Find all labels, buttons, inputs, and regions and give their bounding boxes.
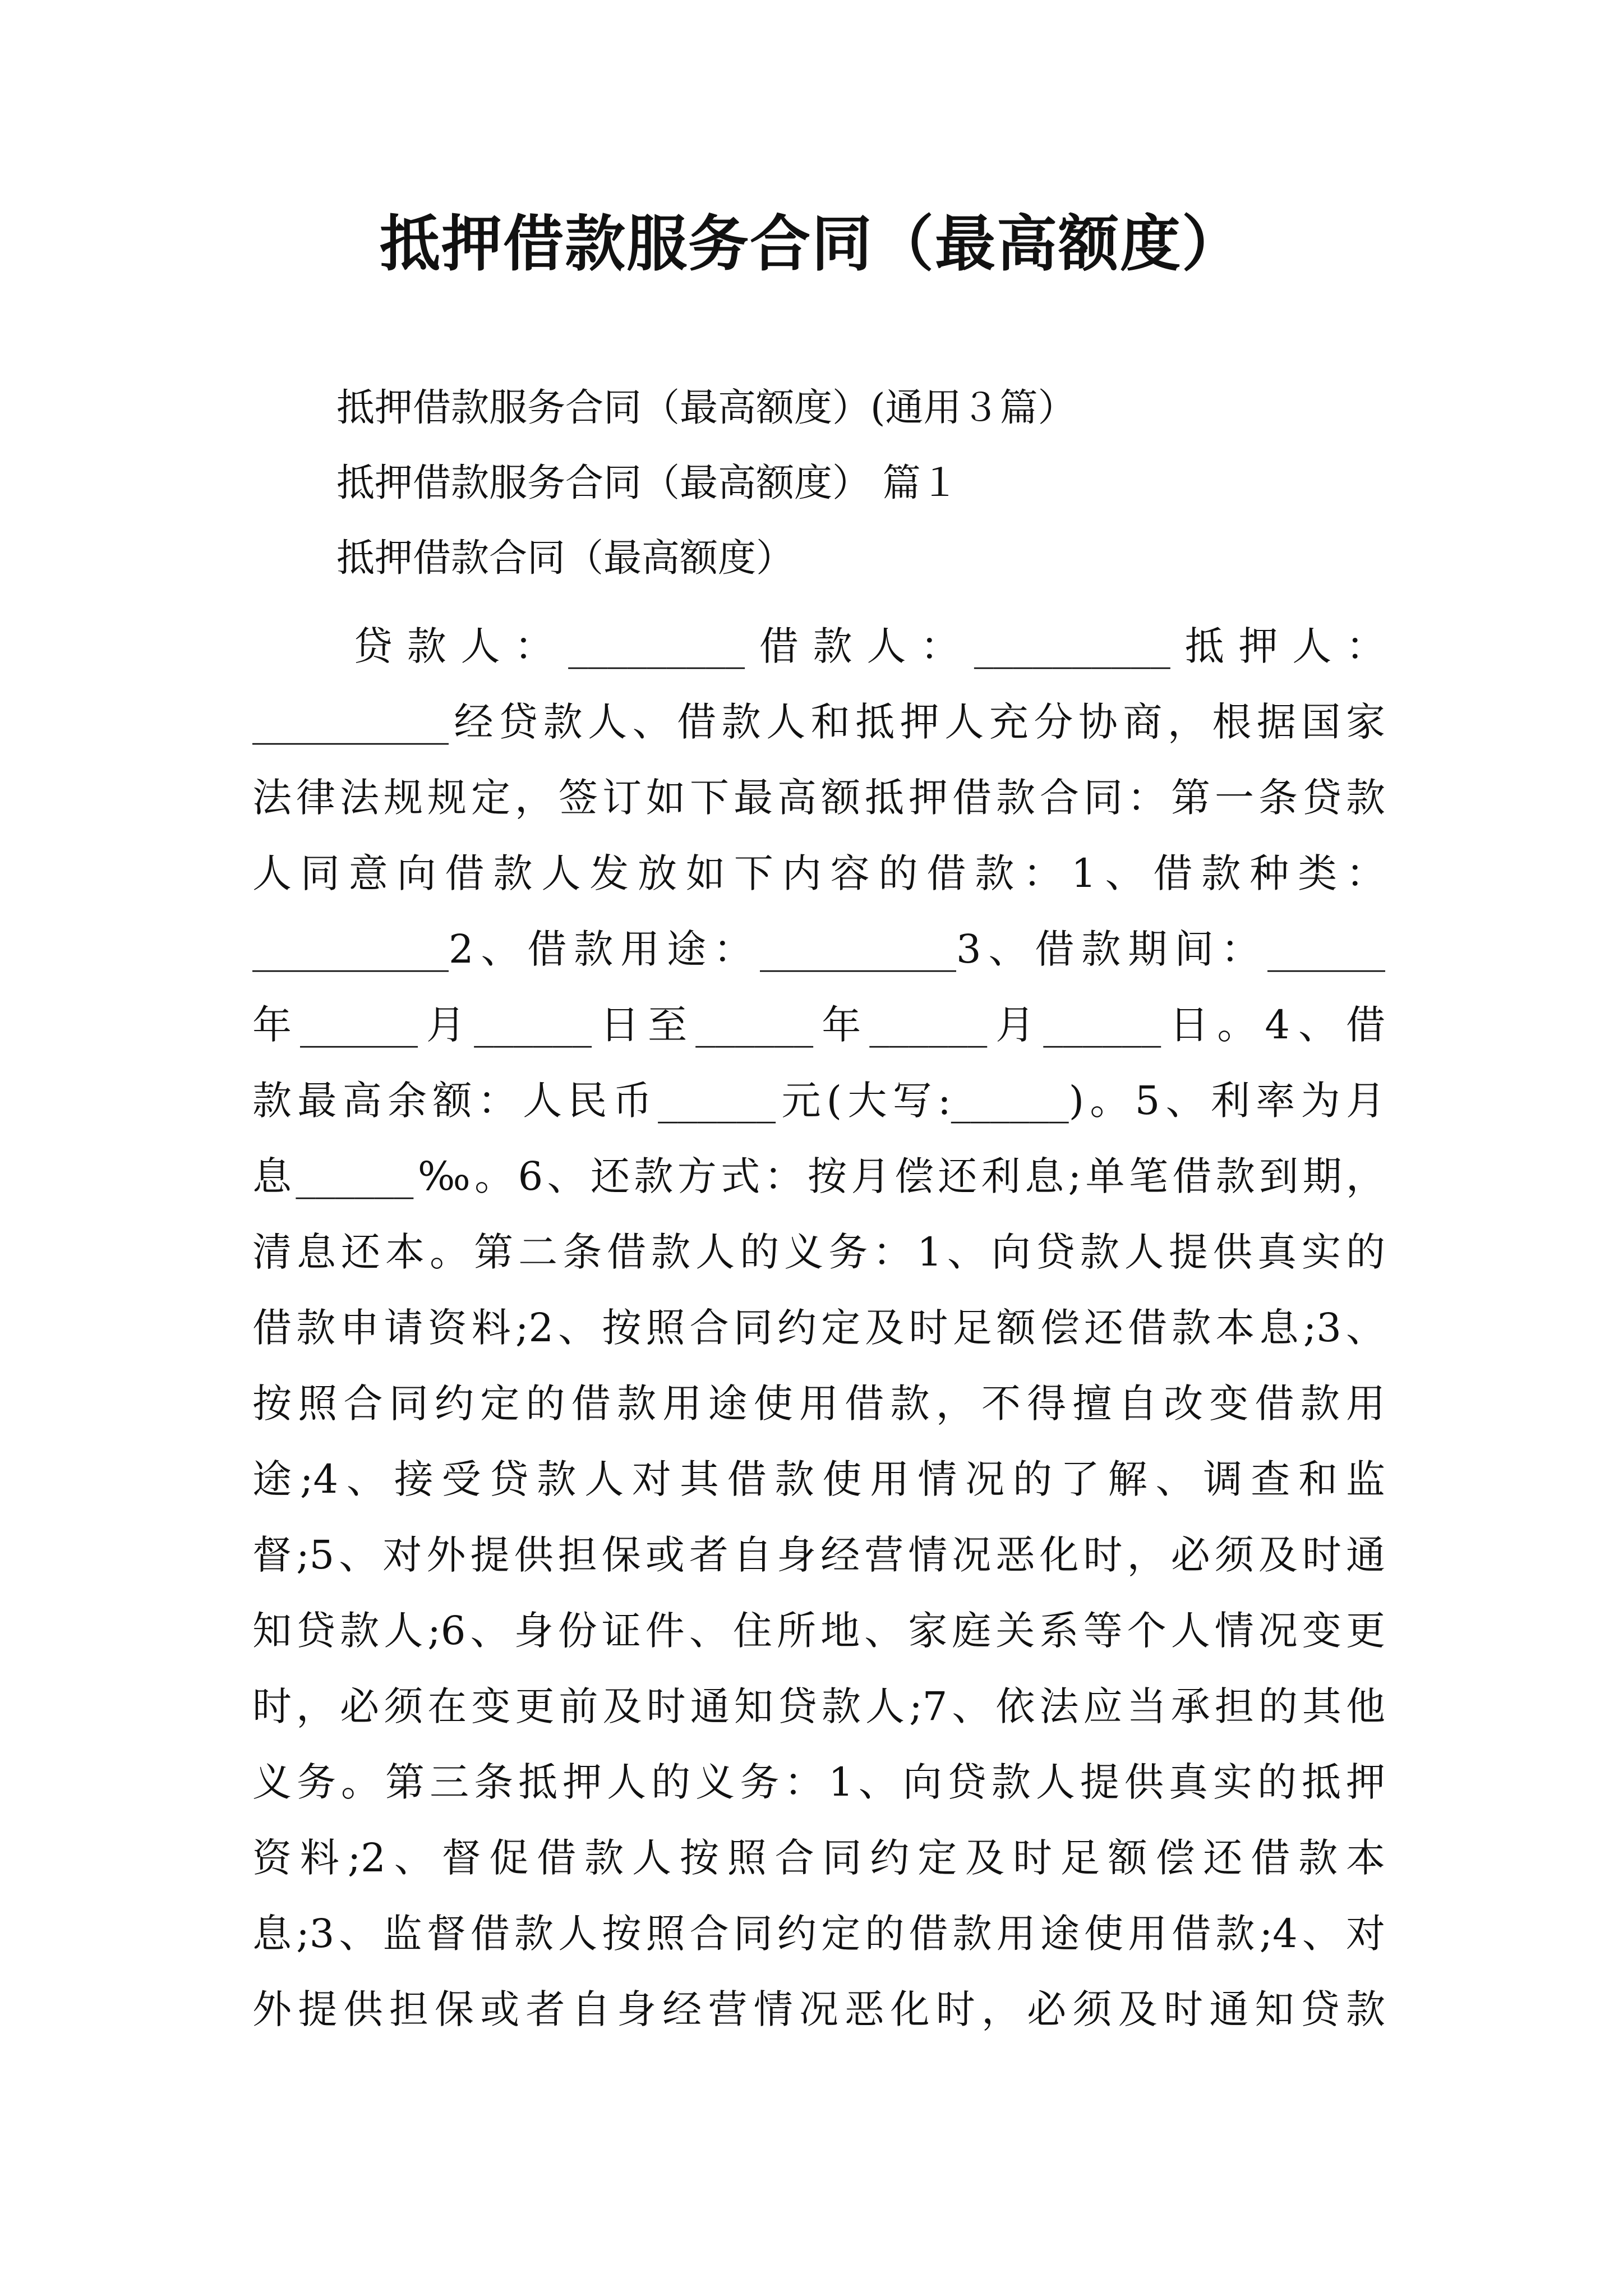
body-line: 款最高余额：人民币______元(大写:______)。5、利率为月 (252, 1078, 1385, 1124)
body-line: 按照合同约定的借款用途使用借款，不得擅自改变借款用 (252, 1381, 1385, 1427)
body-line: __________2、借款用途：__________3、借款期间：______ (252, 926, 1385, 972)
body-line: 知贷款人;6、身份证件、住所地、家庭关系等个人情况变更 (252, 1608, 1385, 1654)
body-line: 年______月______日至______年______月______日。4、借 (252, 1002, 1385, 1048)
body-line: 借款申请资料;2、按照合同约定及时足额偿还借款本息;3、 (252, 1305, 1385, 1351)
body-line: 息;3、监督借款人按照合同约定的借款用途使用借款;4、对 (252, 1911, 1385, 1957)
document-subtitle: 抵押借款服务合同（最高额度）(通用３篇） (336, 386, 1076, 430)
body-line: 督;5、对外提供担保或者自身经营情况恶化时，必须及时通 (252, 1532, 1385, 1578)
document-title: 抵押借款服务合同（最高额度） (379, 209, 1243, 279)
body-line: 人同意向借款人发放如下内容的借款：1、借款种类： (252, 850, 1385, 896)
body-line: 息______‰。6、还款方式：按月偿还利息;单笔借款到期， (252, 1153, 1385, 1199)
body-line: 资料;2、督促借款人按照合同约定及时足额偿还借款本 (252, 1835, 1385, 1881)
body-line: 义务。第三条抵押人的义务：1、向贷款人提供真实的抵押 (252, 1759, 1385, 1805)
body-line: 清息还本。第二条借款人的义务：1、向贷款人提供真实的 (252, 1229, 1385, 1275)
contract-body (252, 609, 1385, 2047)
contract-name: 抵押借款合同（最高额度） (336, 536, 795, 581)
body-line: __________经贷款人、借款人和抵押人充分协商，根据国家 (252, 699, 1385, 745)
body-line: 外提供担保或者自身经营情况恶化时，必须及时通知贷款 (252, 1986, 1385, 2032)
body-line: 法律法规规定，签订如下最高额抵押借款合同：第一条贷款 (252, 775, 1385, 821)
body-line: 时，必须在变更前及时通知贷款人;7、依法应当承担的其他 (252, 1683, 1385, 1729)
body-line: 途;4、接受贷款人对其借款使用情况的了解、调查和监 (252, 1456, 1385, 1502)
body-line: 贷款人：_________借款人：__________抵押人： (353, 623, 1385, 669)
section-heading: 抵押借款服务合同（最高额度） 篇１ (336, 461, 959, 505)
